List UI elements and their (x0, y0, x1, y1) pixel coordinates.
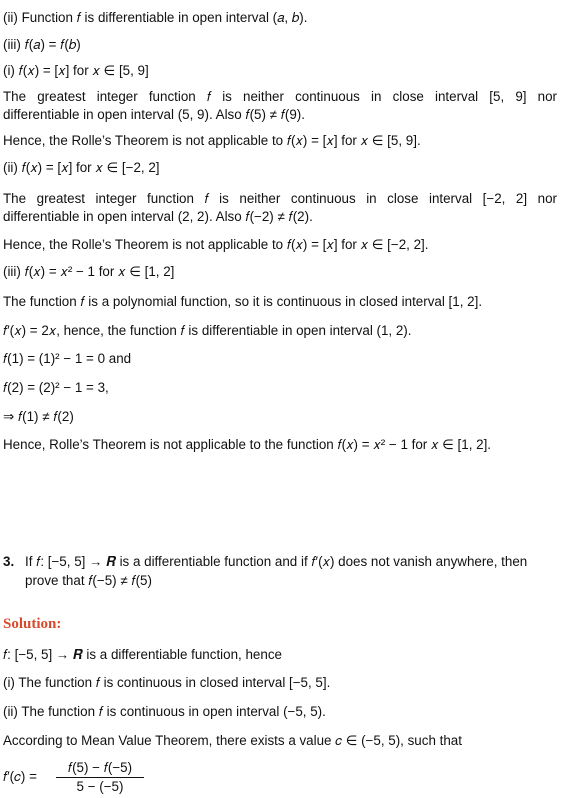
fraction-denominator: 5 − (−5) (76, 779, 124, 794)
text-line: 𝑓(2) = (2)² − 1 = 3, (3, 380, 109, 395)
solution-heading: Solution: (3, 616, 62, 632)
text-line: Hence, the Rolle’s Theorem is not applicable to 𝑓(𝑥) = [𝑥] for 𝑥 ∈ [5, 9]. (3, 133, 421, 148)
fraction-bar (56, 777, 144, 778)
text-line: (i) 𝑓(𝑥) = [𝑥] for 𝑥 ∈ [5, 9] (3, 63, 149, 78)
question-line (3, 554, 557, 570)
text-line: 𝑓′(𝑥) = 2𝑥, hence, the function 𝑓 is differentiable in open interval (1, 2). (3, 323, 412, 338)
text-line: differentiable in open interval (2, 2). Also 𝑓(−2) ≠ 𝑓(2). (3, 209, 313, 224)
solution-line: According to Mean Value Theorem, there exists a value 𝑐 ∈ (−5, 5), such that (3, 733, 462, 748)
text-line: (iii) 𝑓(𝑎) = 𝑓(𝑏) (3, 37, 81, 52)
fraction (56, 760, 144, 795)
question-number: 3. (3, 554, 15, 569)
text-line: The greatest integer function 𝑓 is neither continuous in close interval [5, 9] nor (3, 89, 557, 104)
text-line: (iii) 𝑓(𝑥) = 𝑥² − 1 for 𝑥 ∈ [1, 2] (3, 264, 175, 279)
text-line: Hence, Rolle’s Theorem is not applicable to the function 𝑓(𝑥) = 𝑥² − 1 for 𝑥 ∈ [1, 2]. (3, 437, 492, 452)
fraction-numerator: 𝑓(5) − 𝑓(−5) (67, 760, 133, 775)
solution-line: 𝑓: [−5, 5] → 𝑹 is a differentiable function, hence (3, 647, 282, 662)
text-line: (ii) Function 𝑓 is differentiable in open interval (𝑎, 𝑏). (3, 10, 308, 25)
text-line: The greatest integer function 𝑓 is neither continuous in close interval [−2, 2] nor (3, 191, 557, 206)
text-line: differentiable in open interval (5, 9). Also 𝑓(5) ≠ 𝑓(9). (3, 107, 305, 122)
question-text: If 𝑓: [−5, 5] → 𝑹 is a differentiable function and if 𝑓′(𝑥) does not vanish anywhere, then (25, 554, 528, 569)
formula-lhs: 𝑓′(𝑐) = (3, 769, 37, 784)
solution-line: (i) The function 𝑓 is continuous in closed interval [−5, 5]. (3, 675, 331, 690)
text-line: ⇒ 𝑓(1) ≠ 𝑓(2) (3, 409, 74, 424)
text-line: (ii) 𝑓(𝑥) = [𝑥] for 𝑥 ∈ [−2, 2] (3, 160, 160, 175)
solution-line: (ii) The function 𝑓 is continuous in open interval (−5, 5). (3, 704, 326, 719)
text-line: Hence, the Rolle’s Theorem is not applicable to 𝑓(𝑥) = [𝑥] for 𝑥 ∈ [−2, 2]. (3, 237, 429, 252)
text-line: The function 𝑓 is a polynomial function, so it is continuous in closed interval [1, 2]. (3, 294, 483, 309)
question-line: prove that 𝑓(−5) ≠ 𝑓(5) (25, 573, 152, 588)
text-line: 𝑓(1) = (1)² − 1 = 0 and (3, 351, 132, 366)
